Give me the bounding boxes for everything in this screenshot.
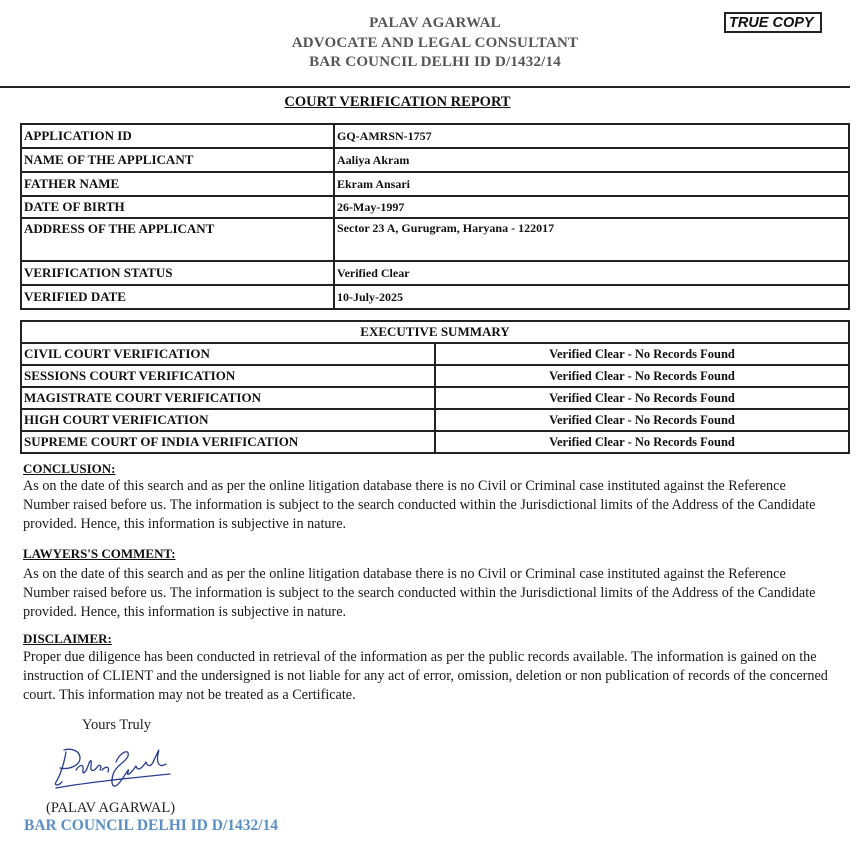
field-label: APPLICATION ID (21, 124, 334, 148)
table-row (21, 124, 849, 148)
conclusion-text: As on the date of this search and as per the online litigation database there is no Civil or Criminal case instituted against the Reference Number raised before us. The information is subject to the search conducted within the Jurisdictional limits of the Address of the Candidate provided. Hence, this information is subjective in nature. (23, 478, 816, 532)
field-label: FATHER NAME (21, 172, 334, 196)
table-row (21, 218, 849, 261)
court-label: SESSIONS COURT VERIFICATION (21, 365, 435, 387)
advocate-designation: ADVOCATE AND LEGAL CONSULTANT (291, 34, 579, 51)
court-label: CIVIL COURT VERIFICATION (21, 343, 435, 365)
court-result: Verified Clear - No Records Found (435, 431, 849, 453)
advocate-name: PALAV AGARWAL (369, 15, 501, 31)
comment-text: As on the date of this search and as per the online litigation database there is no Civil or Criminal case instituted against the Reference Number raised before us. The information is subject to the search conducted within the Jurisdictional limits of the Address of the Candidate provided. Hence, this information is subjective in nature. (23, 566, 816, 620)
table-row (21, 387, 849, 409)
field-value: 26-May-1997 (334, 196, 849, 218)
field-value: Sector 23 A, Gurugram, Haryana - 122017 (334, 218, 849, 261)
table-row (21, 148, 849, 172)
field-value: Ekram Ansari (334, 172, 849, 196)
signature-icon (50, 742, 175, 797)
true-copy-stamp: TRUE COPY (724, 12, 822, 33)
court-label: MAGISTRATE COURT VERIFICATION (21, 387, 435, 409)
court-result: Verified Clear - No Records Found (435, 365, 849, 387)
applicant-details-table (20, 123, 850, 310)
table-row (21, 261, 849, 285)
signatory-bar-id: BAR COUNCIL DELHI ID D/1432/14 (24, 817, 279, 834)
field-label: VERIFICATION STATUS (21, 261, 334, 285)
conclusion-heading: CONCLUSION: (23, 461, 116, 476)
report-title: COURT VERIFICATION REPORT (284, 94, 511, 110)
court-result: Verified Clear - No Records Found (435, 409, 849, 431)
field-label: DATE OF BIRTH (21, 196, 334, 218)
summary-heading: EXECUTIVE SUMMARY (21, 321, 849, 343)
executive-summary-table (20, 320, 850, 454)
court-result: Verified Clear - No Records Found (435, 387, 849, 409)
court-label: SUPREME COURT OF INDIA VERIFICATION (21, 431, 435, 453)
table-row (21, 343, 849, 365)
signatory-name: (PALAV AGARWAL) (46, 800, 176, 816)
field-label: NAME OF THE APPLICANT (21, 148, 334, 172)
field-value: Aaliya Akram (334, 148, 849, 172)
table-row (21, 285, 849, 309)
table-row (21, 409, 849, 431)
field-value: 10-July-2025 (334, 285, 849, 309)
disclaimer-heading: DISCLAIMER: (23, 631, 112, 646)
table-row (21, 431, 849, 453)
comment-heading: LAWYERS'S COMMENT: (23, 546, 176, 561)
advocate-bar-id: BAR COUNCIL DELHI ID D/1432/14 (309, 54, 561, 70)
disclaimer-text: Proper due diligence has been conducted in retrieval of the information as per the public records available. The information is gained on the instruction of CLIENT and the undersigned is not liable for any act of error, omission, deletion or non publication of records of the concerned court. This information may not be treated as a Certificate. (23, 649, 828, 703)
field-value: GQ-AMRSN-1757 (334, 124, 849, 148)
closing-salutation: Yours Truly (82, 717, 152, 733)
table-row (21, 365, 849, 387)
field-label: VERIFIED DATE (21, 285, 334, 309)
field-value: Verified Clear (334, 261, 849, 285)
table-row (21, 196, 849, 218)
court-result: Verified Clear - No Records Found (435, 343, 849, 365)
court-label: HIGH COURT VERIFICATION (21, 409, 435, 431)
field-label: ADDRESS OF THE APPLICANT (21, 218, 334, 261)
header-divider (0, 86, 850, 88)
table-row (21, 321, 849, 343)
table-row (21, 172, 849, 196)
